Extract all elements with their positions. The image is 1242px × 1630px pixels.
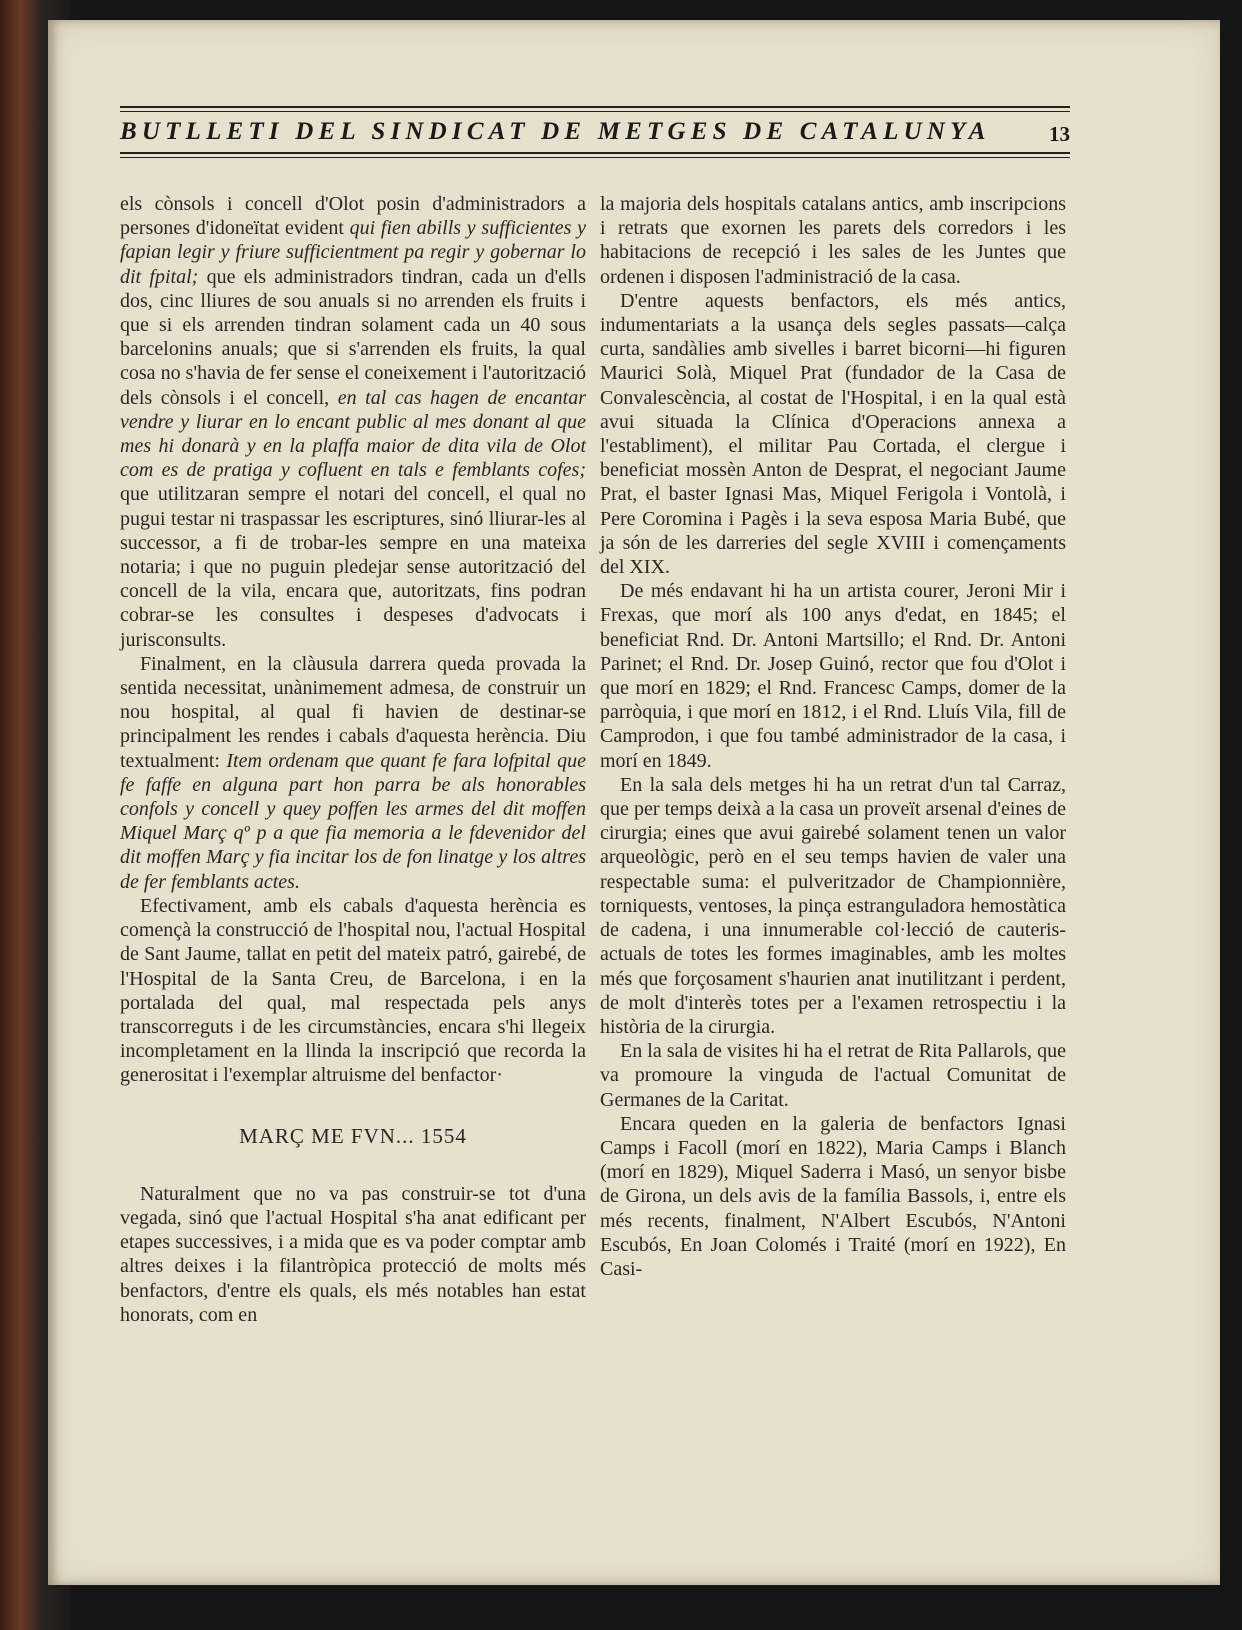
section-title: MARÇ ME FVN... 1554 — [239, 1123, 467, 1148]
paragraph: De més endavant hi ha un artista courer, Jeroni Mir i Frexas, que morí als 100 anys d'edat, en 1845; el beneficiat Rnd. Dr. Antoni Martsillo; el Rnd. Dr. Antoni Parinet; el Rnd. Dr. Josep Guinó, rector que fou d'Olot i que morí en 1829; el Rnd. Francesc Camps, domer de la parròquia, i que morí en 1812, i el Rnd. Lluís Vila, fill de Camprodon, i que fou també administrador de la casa, i morí en 1849. — [600, 580, 1066, 772]
paragraph: Naturalment que no va pas construir-se tot d'una vegada, sinó que l'actual Hospital s'ha anat edificant per etapes successives, i a mida que es va poder comptar amb altres deixes i la filantròpica protecció de molts més benfactors, d'entre els quals, els més notables han estat honorats, com en — [120, 1182, 586, 1326]
running-header — [120, 104, 1070, 162]
paragraph: En la sala dels metges hi ha un retrat d'un tal Carraz, que per temps deixà a la casa un proveït arsenal d'eines de cirurgia; eines que avui gairebé solament tenen un valor arqueològic, però en el seu temps havien de valer una respectable suma: el pulveritzador de Championnière, torniquests, ventoses, la pinça estranguladora hemostàtica de cadena, i una innumerable col·lecció de cauteris-actuals de totes les formes imaginables, amb les moltes més que forçosament s'haurien anat inutilitzant i perdent, de molt d'interès totes per a l'examen retrospectiu i la història de la cirurgia. — [600, 773, 1066, 1038]
page-number: 13 — [1049, 122, 1070, 146]
quoted-testament-text: qui fien abills y sufficientes y fapian legir y friure sufficientment pa regir y gobernar lo dit fpital; — [120, 217, 587, 288]
quoted-testament-text: Item ordenam que quant fe fara lofpital que fe faffe en alguna part hon parra be als honorables confols y concell y quey poffen les armes del dit moffen Miquel Març qº p a que fia memoria a le fdevenidor del dit moffen Març y fia incitar los de fon linatge y los altres de fer femblants actes. — [120, 749, 586, 893]
right-column — [600, 192, 1066, 1281]
paragraph: els cònsols i concell d'Olot posin d'administradors a persones d'idoneïtat evident qui fien abills y sufficientes y fapian legir y friure sufficientment pa regir y gobernar lo dit fpital; que els administradors tindran, cada un d'ells dos, cinc lliures de sou anuals si no arrenden els fruits i que si els arrenden tindran solament cada un 40 sous barcelonins anuals; que si s'arrenden els fruits, la qual cosa no s'havia de fer sense el coneixement i l'autorització dels cònsols i el concell, en tal cas hagen de encantar vendre y liurar en lo encant public al mes donant al que mes hi donarà y en la plaffa maior de dita vila de Olot com es de pratiga y cofluent en tals e femblants cofes; que utilitzaran sempre el notari del concell, el qual no pugui testar ni traspassar les escriptures, sinó lliurar-les al successor, a fi de trobar-les sempre en una mateixa notaria; i que no puguin pledejar sense autorització del concell de la vila, encara que, autoritzats, fins podran cobrar-se les consultes i despeses d'advocats i jurisconsults. — [120, 193, 587, 651]
header-rule-top — [120, 106, 1070, 108]
paragraph: Efectivament, amb els cabals d'aquesta herència es començà la construcció de l'hospital nou, l'actual Hospital de Sant Jaume, tallat en petit del mateix patró, gairebé, de l'Hospital de la Santa Creu, de Barcelona, i en la portalada del qual, mal respectada pels anys transcorreguts i de les circumstàncies, encara s'hi llegeix incompletament en la llinda la inscripció que recorda la generositat i l'exemplar altruisme del benfactor· — [120, 894, 586, 1087]
paragraph: En la sala de visites hi ha el retrat de Rita Pallarols, que va promoure la vinguda de l'actual Comunitat de Germanes de la Caritat. — [600, 1040, 1066, 1111]
paragraph: D'entre aquests benfactors, els més antics, indumentariats a la usança dels segles passats—calça curta, sandàlies amb sivelles i barret bicorni—hi figuren Maurici Solà, Miquel Prat (fundador de la Casa de Convalescència, al costat de l'Hospital, i en la qual està avui situada la Clínica d'Operacions annexa a l'establiment), el militar Pau Cortada, el clergue i beneficiat mossèn Anton de Desprat, el negociant Jaume Prat, el baster Ignasi Mas, Miquel Ferigola i Vontolà, i Pere Coromina i Pagès i la seva esposa Maria Bubé, que ja són de les darreries del segle XVIII i començaments del XIX. — [600, 289, 1066, 579]
paragraph: la majoria dels hospitals catalans antics, amb inscripcions i retrats que exornen les parets dels corredors i les habitacions de recepció i les sales de les Juntes que ordenen i disposen l'administració de la casa. — [600, 193, 1066, 288]
quoted-testament-text: en tal cas hagen de encantar vendre y liurar en lo encant public al mes donant al que mes hi donarà y en la plaffa maior de dita vila de Olot com es de pratiga y cofluent en tals e femblants cofes; — [120, 386, 587, 482]
journal-title: BUTLLETI DEL SINDICAT DE METGES DE CATALUNYA — [120, 118, 991, 145]
header-rule-bottom — [120, 152, 1070, 154]
header-rule-bottom-thin — [120, 157, 1070, 158]
paragraph: Finalment, en la clàusula darrera queda provada la sentida necessitat, unànimement admesa, de construir un nou hospital, al qual fi havien de destinar-se principalment les rendes i cabals d'aquesta herència. Diu textualment: Item ordenam que quant fe fara lofpital que fe faffe en alguna part hon parra be als honorables confols y concell y quey poffen les armes del dit moffen Miquel Març qº p a que fia memoria a le fdevenidor del dit moffen Març y fia incitar los de fon linatge y los altres de fer femblants actes. — [120, 652, 586, 893]
header-rule-top-thin — [120, 111, 1070, 112]
paragraph: Encara queden en la galeria de benfactors Ignasi Camps i Facoll (morí en 1822), Maria Camps i Blanch (morí en 1829), Miquel Saderra i Masó, un senyor bisbe de Girona, un dels avis de la família Bassols, i, entre els més recents, finalment, N'Albert Escubós, N'Antoni Escubós, En Joan Colomés i Traité (morí en 1922), En Casi- — [600, 1112, 1066, 1280]
left-column — [120, 192, 586, 1327]
